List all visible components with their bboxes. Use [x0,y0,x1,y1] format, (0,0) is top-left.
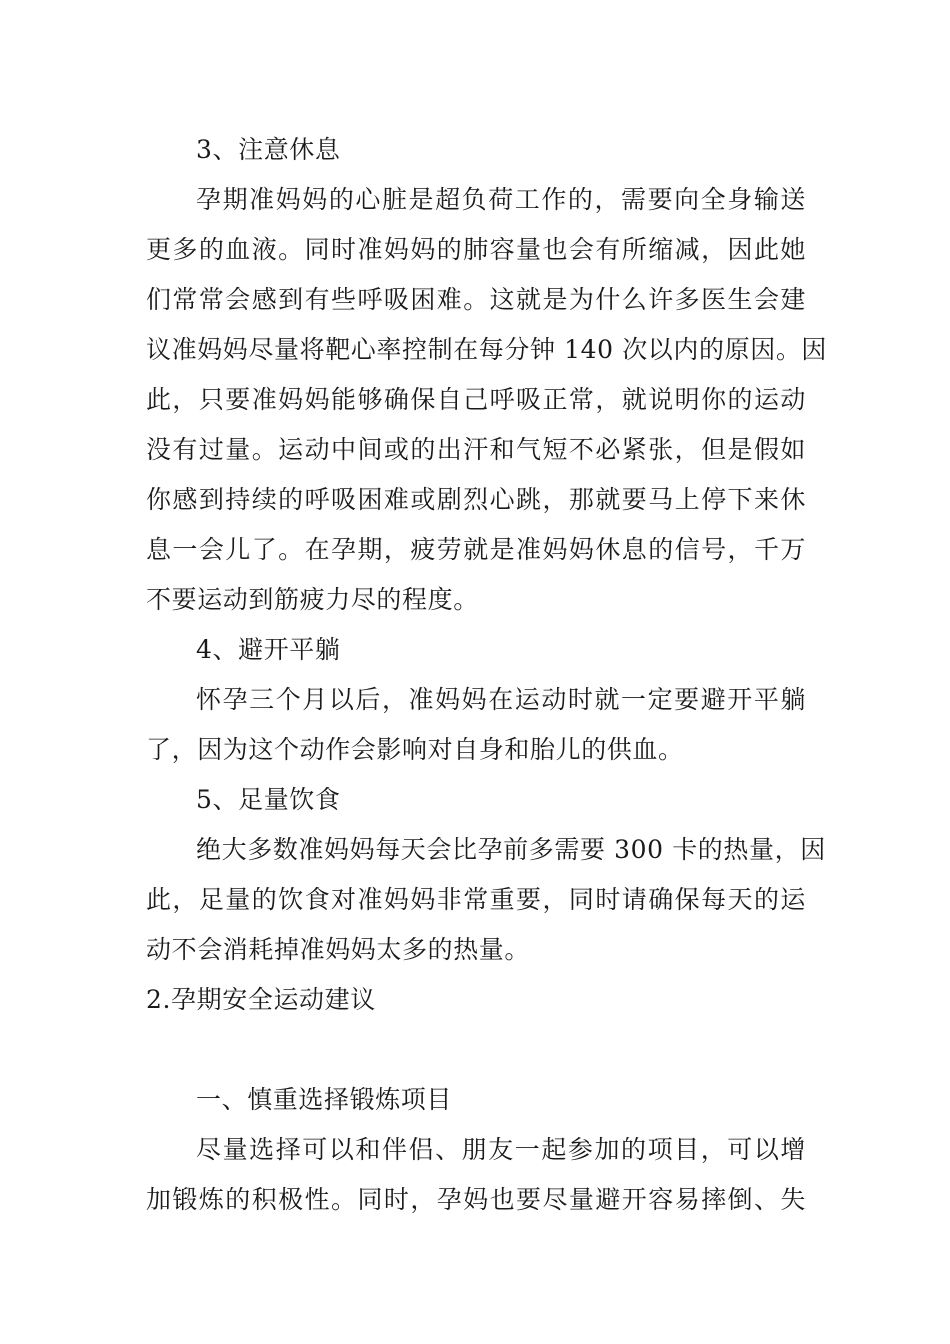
text-line: 了，因为这个动作会影响对自身和胎儿的供血。 [146,735,684,764]
section-heading-rest: 3、注意休息 [196,135,341,164]
text-line: 没有过量。运动中间或的出汗和气短不必紧张，但是假如 [146,435,806,464]
text-line: 加锻炼的积极性。同时，孕妈也要尽量避开容易摔倒、失 [146,1185,806,1214]
text-line: 此，只要准妈妈能够确保自己呼吸正常，就说明你的运动 [146,385,806,414]
section-heading-choose-exercise: 一、慎重选择锻炼项目 [196,1085,453,1114]
text-line: 不要运动到筋疲力尽的程度。 [146,585,479,614]
paragraph-diet [146,825,826,975]
chapter-title-safe-exercise: 2.孕期安全运动建议 [146,985,376,1014]
blank-gap [146,1025,806,1075]
section-heading-diet: 5、足量饮食 [196,785,341,814]
paragraph-avoid-lying-flat [146,675,806,775]
text-line: 孕期准妈妈的心脏是超负荷工作的，需要向全身输送 [196,185,806,214]
section-heading-avoid-lying-flat: 4、避开平躺 [196,635,341,664]
paragraph-rest [146,175,828,625]
text-line: 你感到持续的呼吸困难或剧烈心跳，那就要马上停下来休 [146,485,806,514]
paragraph-choose-exercise [146,1125,806,1225]
text-line: 息一会儿了。在孕期，疲劳就是准妈妈休息的信号，千万 [146,535,806,564]
text-line: 绝大多数准妈妈每天会比孕前多需要 300 卡的热量，因 [196,835,826,864]
text-line: 怀孕三个月以后，准妈妈在运动时就一定要避开平躺 [196,685,806,714]
document-page [146,125,828,1225]
text-line: 此，足量的饮食对准妈妈非常重要，同时请确保每天的运 [146,885,806,914]
text-line: 们常常会感到有些呼吸困难。这就是为什么许多医生会建 [146,285,806,314]
text-line: 更多的血液。同时准妈妈的肺容量也会有所缩减，因此她 [146,235,806,264]
text-line: 动不会消耗掉准妈妈太多的热量。 [146,935,531,964]
text-line: 议准妈妈尽量将靶心率控制在每分钟 140 次以内的原因。因 [146,335,828,364]
text-line: 尽量选择可以和伴侣、朋友一起参加的项目，可以增 [196,1135,806,1164]
